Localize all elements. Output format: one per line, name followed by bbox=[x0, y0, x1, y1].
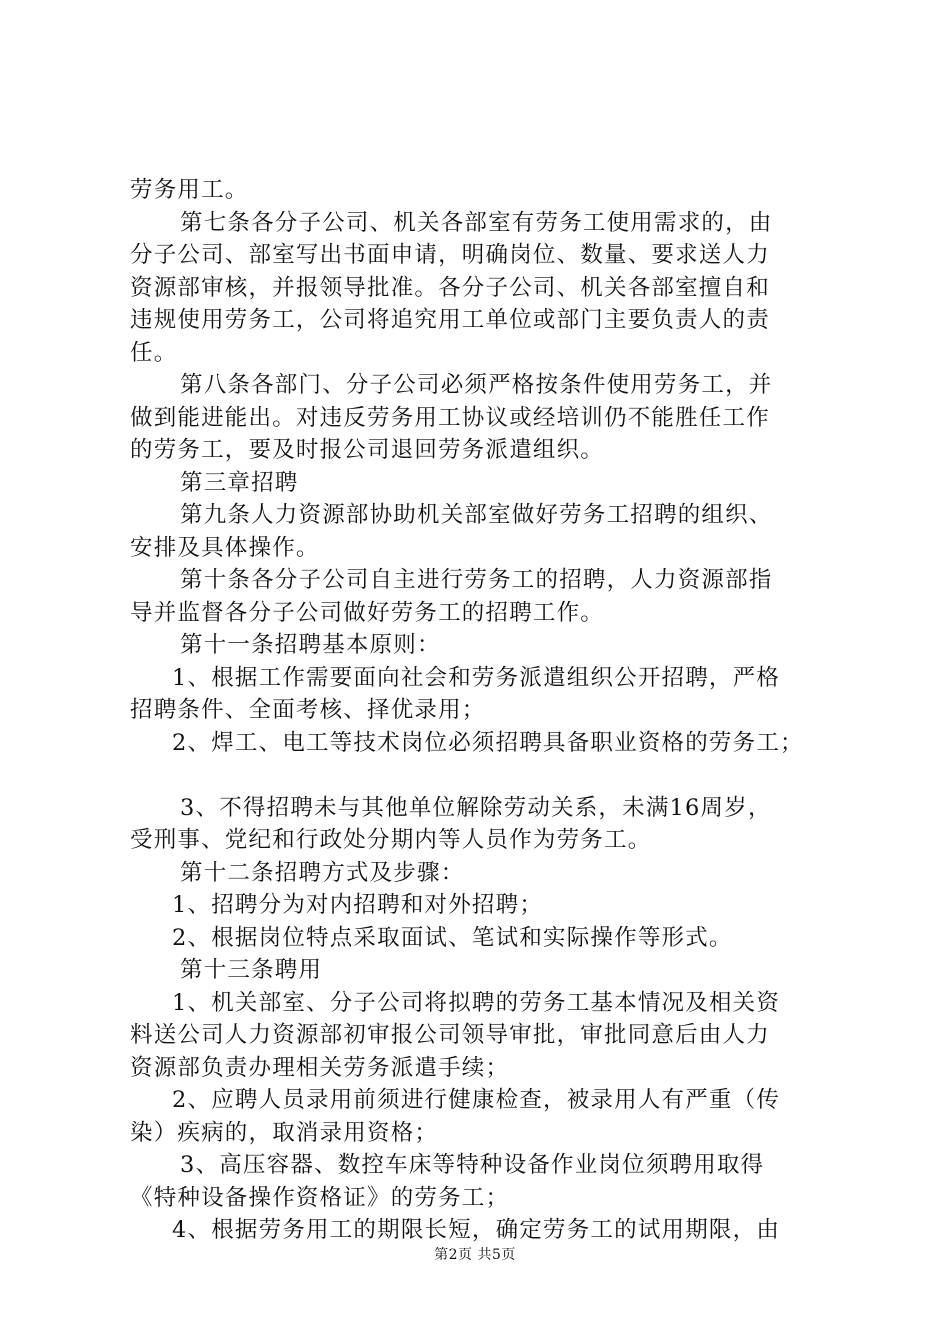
text-line: 第八条各部门、分子公司必须严格按条件使用劳务工，并 bbox=[180, 372, 773, 398]
text-line: 第十条各分子公司自主进行劳务工的招聘，人力资源部指 bbox=[180, 567, 773, 593]
text-line: 安排及具体操作。 bbox=[130, 534, 320, 561]
text-line: 3、不得招聘未与其他单位解除劳动关系，未满16周岁， bbox=[180, 794, 772, 821]
document-body bbox=[130, 174, 840, 1247]
text-line: 4、根据劳务用工的期限长短，确定劳务工的试用期限，由 bbox=[172, 1217, 781, 1243]
text-line: 3、高压容器、数控车床等特种设备作业岗位须聘用取得 bbox=[180, 1152, 765, 1178]
text-line: 第十三条聘用 bbox=[180, 957, 323, 983]
text-line: 第七条各分子公司、机关各部室有劳务工使用需求的，由 bbox=[180, 209, 773, 236]
text-line: 违规使用劳务工，公司将追究用工单位或部门主要负责人的责 bbox=[130, 307, 770, 333]
text-line: 招聘条件、全面考核、择优录用； bbox=[130, 697, 486, 723]
text-line: 《特种设备操作资格证》的劳务工； bbox=[130, 1184, 510, 1211]
text-line: 第十一条招聘基本原则： bbox=[180, 632, 441, 658]
blank-line bbox=[130, 759, 840, 792]
page-footer bbox=[0, 1244, 950, 1264]
chapter-heading: 第三章招聘 bbox=[180, 469, 299, 496]
text-line: 分子公司、部室写出书面申请，明确岗位、数量、要求送人力 bbox=[130, 242, 770, 268]
text-line: 料送公司人力资源部初审报公司领导审批，审批同意后由人力 bbox=[130, 1022, 770, 1048]
text-line: 1、招聘分为对内招聘和对外招聘； bbox=[172, 892, 544, 918]
text-line: 2、焊工、电工等技术岗位必须招聘具备职业资格的劳务工； bbox=[172, 729, 804, 756]
text-line: 导并监督各分子公司做好劳务工的招聘工作。 bbox=[130, 599, 605, 626]
text-line: 受刑事、党纪和行政处分期内等人员作为劳务工。 bbox=[130, 827, 652, 853]
text-line: 资源部审核，并报领导批准。各分子公司、机关各部室擅自和 bbox=[130, 274, 770, 301]
text-line: 做到能进能出。对违反劳务用工协议或经培训仍不能胜任工作 bbox=[130, 404, 770, 431]
text-line: 劳务用工。 bbox=[130, 177, 249, 203]
text-line: 的劳务工，要及时报公司退回劳务派遣组织。 bbox=[130, 437, 605, 463]
text-line: 染）疾病的，取消录用资格； bbox=[130, 1119, 439, 1146]
text-line: 1、机关部室、分子公司将拟聘的劳务工基本情况及相关资 bbox=[172, 989, 781, 1016]
text-line: 资源部负责办理相关劳务派遣手续； bbox=[130, 1054, 510, 1081]
text-line: 1、根据工作需要面向社会和劳务派遣组织公开招聘，严格 bbox=[172, 664, 781, 691]
text-line: 2、应聘人员录用前须进行健康检查，被录用人有严重（传 bbox=[172, 1087, 781, 1113]
text-line: 2、根据岗位特点采取面试、笔试和实际操作等形式。 bbox=[172, 924, 733, 951]
text-line: 第九条人力资源部协助机关部室做好劳务工招聘的组织、 bbox=[180, 502, 773, 528]
text-line: 任。 bbox=[130, 339, 178, 366]
page-number-label: 第2页 共5页 bbox=[434, 1247, 516, 1263]
text-line: 第十二条招聘方式及步骤： bbox=[180, 859, 465, 886]
